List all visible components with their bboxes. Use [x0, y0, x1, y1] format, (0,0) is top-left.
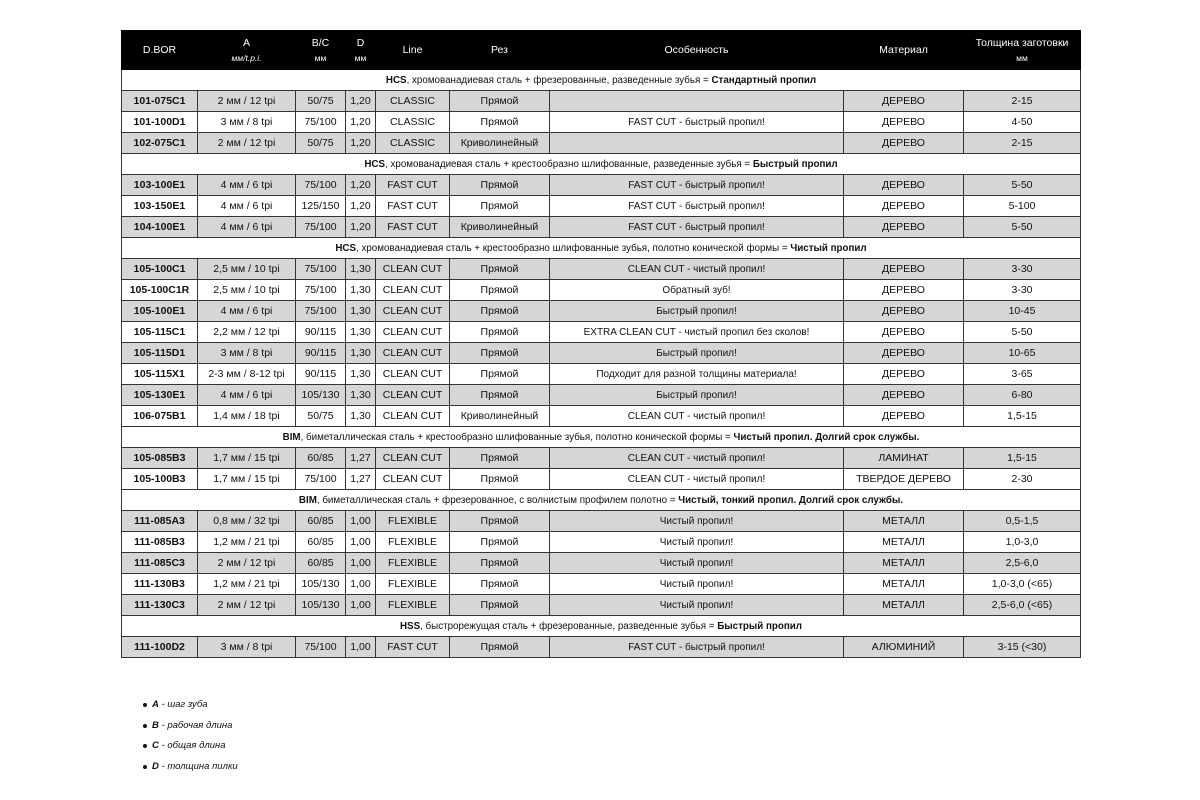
section-result: Чистый, тонкий пропил. Долгий срок службы. — [678, 494, 904, 506]
cell-code: 103-100E1 — [122, 175, 198, 196]
cell-pitch: 2 мм / 12 tpi — [198, 91, 296, 112]
cell-code: 102-075C1 — [122, 133, 198, 154]
cell-workpiece: 0,5-1,5 — [964, 511, 1081, 532]
cell-pitch: 2-3 мм / 8-12 tpi — [198, 364, 296, 385]
table-row — [122, 280, 1081, 301]
cell-material: АЛЮМИНИЙ — [844, 637, 964, 658]
cell-thickness: 1,30 — [346, 301, 376, 322]
cell-thickness: 1,00 — [346, 532, 376, 553]
section-title — [122, 616, 1081, 637]
cell-line: CLEAN CUT — [376, 385, 450, 406]
cell-thickness: 1,30 — [346, 259, 376, 280]
cell-cut: Прямой — [450, 553, 550, 574]
cell-code: 105-100C1R — [122, 280, 198, 301]
section-title — [122, 490, 1081, 511]
cell-line: FLEXIBLE — [376, 595, 450, 616]
cell-feature: Обратный зуб! — [550, 280, 844, 301]
cell-feature: Чистый пропил! — [550, 553, 844, 574]
section-result: Быстрый пропил — [717, 620, 803, 632]
cell-line: FAST CUT — [376, 637, 450, 658]
cell-pitch: 1,7 мм / 15 tpi — [198, 448, 296, 469]
cell-code: 111-085C3 — [122, 553, 198, 574]
table-row — [122, 406, 1081, 427]
cell-length: 60/85 — [296, 532, 346, 553]
cell-material: ДЕРЕВО — [844, 364, 964, 385]
section-header-row — [122, 616, 1081, 637]
cell-pitch: 2 мм / 12 tpi — [198, 133, 296, 154]
cell-workpiece: 3-65 — [964, 364, 1081, 385]
cell-pitch: 4 мм / 6 tpi — [198, 196, 296, 217]
cell-pitch: 4 мм / 6 tpi — [198, 301, 296, 322]
cell-pitch: 4 мм / 6 tpi — [198, 175, 296, 196]
table-row — [122, 574, 1081, 595]
cell-code: 101-075C1 — [122, 91, 198, 112]
cell-code: 111-100D2 — [122, 637, 198, 658]
section-header-row — [122, 154, 1081, 175]
cell-cut: Прямой — [450, 448, 550, 469]
cell-thickness: 1,00 — [346, 511, 376, 532]
cell-line: CLEAN CUT — [376, 406, 450, 427]
section-title — [122, 427, 1081, 448]
cell-material: МЕТАЛЛ — [844, 553, 964, 574]
bullet-icon — [143, 724, 147, 728]
cell-feature — [550, 133, 844, 154]
cell-length: 105/130 — [296, 574, 346, 595]
cell-code: 111-085B3 — [122, 532, 198, 553]
section-header-row — [122, 70, 1081, 91]
section-result: Чистый пропил. Долгий срок службы. — [733, 431, 920, 443]
cell-workpiece: 3-30 — [964, 259, 1081, 280]
cell-cut: Прямой — [450, 637, 550, 658]
cell-code: 105-100C1 — [122, 259, 198, 280]
cell-material: ДЕРЕВО — [844, 259, 964, 280]
section-steel-type: HSS — [399, 620, 421, 632]
cell-length: 50/75 — [296, 133, 346, 154]
cell-material: МЕТАЛЛ — [844, 574, 964, 595]
cell-feature: FAST CUT - быстрый пропил! — [550, 175, 844, 196]
cell-workpiece: 1,0-3,0 (<65) — [964, 574, 1081, 595]
table-row — [122, 343, 1081, 364]
section-result: Быстрый пропил — [752, 158, 838, 170]
cell-thickness: 1,30 — [346, 322, 376, 343]
table-row — [122, 364, 1081, 385]
cell-cut: Прямой — [450, 511, 550, 532]
cell-code: 105-115C1 — [122, 322, 198, 343]
cell-cut: Криволинейный — [450, 133, 550, 154]
cell-material: МЕТАЛЛ — [844, 595, 964, 616]
header-feature: Особенность — [550, 31, 844, 70]
cell-line: CLEAN CUT — [376, 448, 450, 469]
cell-workpiece: 2-15 — [964, 133, 1081, 154]
cell-pitch: 1,4 мм / 18 tpi — [198, 406, 296, 427]
cell-pitch: 1,7 мм / 15 tpi — [198, 469, 296, 490]
cell-thickness: 1,20 — [346, 217, 376, 238]
cell-cut: Прямой — [450, 574, 550, 595]
section-title — [122, 238, 1081, 259]
cell-length: 90/115 — [296, 343, 346, 364]
cell-line: CLEAN CUT — [376, 301, 450, 322]
cell-workpiece: 3-30 — [964, 280, 1081, 301]
cell-code: 105-130E1 — [122, 385, 198, 406]
section-title — [122, 154, 1081, 175]
cell-thickness: 1,20 — [346, 133, 376, 154]
table-row — [122, 511, 1081, 532]
section-title — [122, 70, 1081, 91]
cell-thickness: 1,30 — [346, 385, 376, 406]
section-header-row — [122, 238, 1081, 259]
cell-line: CLEAN CUT — [376, 322, 450, 343]
cell-material: ДЕРЕВО — [844, 301, 964, 322]
table-row — [122, 175, 1081, 196]
cell-line: CLEAN CUT — [376, 469, 450, 490]
cell-workpiece: 10-65 — [964, 343, 1081, 364]
cell-thickness: 1,20 — [346, 91, 376, 112]
cell-thickness: 1,00 — [346, 595, 376, 616]
cell-pitch: 1,2 мм / 21 tpi — [198, 574, 296, 595]
legend-item: C - общая длина — [143, 739, 238, 760]
cell-cut: Прямой — [450, 112, 550, 133]
cell-feature: Чистый пропил! — [550, 574, 844, 595]
cell-feature: CLEAN CUT - чистый пропил! — [550, 448, 844, 469]
legend-item: A - шаг зуба — [143, 698, 238, 719]
cell-workpiece: 5-50 — [964, 217, 1081, 238]
cell-material: ДЕРЕВО — [844, 406, 964, 427]
cell-workpiece: 2-15 — [964, 91, 1081, 112]
cell-feature: CLEAN CUT - чистый пропил! — [550, 259, 844, 280]
cell-code: 103-150E1 — [122, 196, 198, 217]
cell-length: 105/130 — [296, 595, 346, 616]
bullet-icon — [143, 744, 147, 748]
table-row — [122, 532, 1081, 553]
cell-line: FAST CUT — [376, 217, 450, 238]
cell-line: CLEAN CUT — [376, 259, 450, 280]
section-steel-type: HCS — [335, 242, 356, 254]
cell-material: ДЕРЕВО — [844, 217, 964, 238]
cell-pitch: 4 мм / 6 tpi — [198, 217, 296, 238]
table-row — [122, 595, 1081, 616]
cell-feature: Чистый пропил! — [550, 532, 844, 553]
cell-length: 50/75 — [296, 406, 346, 427]
cell-code: 111-130C3 — [122, 595, 198, 616]
section-description: , биметаллическая сталь + крестообразно шлифованные зубья, полотно конической формы = — [300, 431, 734, 443]
legend-item: D - толщина пилки — [143, 760, 238, 781]
cell-length: 75/100 — [296, 259, 346, 280]
cell-line: FAST CUT — [376, 196, 450, 217]
header-line: Line — [376, 31, 450, 70]
cell-length: 75/100 — [296, 112, 346, 133]
cell-cut: Прямой — [450, 364, 550, 385]
cell-length: 90/115 — [296, 364, 346, 385]
bullet-icon — [143, 703, 147, 707]
cell-pitch: 3 мм / 8 tpi — [198, 343, 296, 364]
cell-workpiece: 5-50 — [964, 175, 1081, 196]
section-header-row — [122, 427, 1081, 448]
bullet-icon — [143, 765, 147, 769]
cell-length: 75/100 — [296, 280, 346, 301]
cell-cut: Прямой — [450, 343, 550, 364]
cell-line: FAST CUT — [376, 175, 450, 196]
cell-feature: FAST CUT - быстрый пропил! — [550, 196, 844, 217]
cell-material: ДЕРЕВО — [844, 196, 964, 217]
cell-cut: Прямой — [450, 595, 550, 616]
section-steel-type: HCS — [385, 74, 407, 86]
cell-length: 60/85 — [296, 448, 346, 469]
table-header-row — [122, 31, 1081, 70]
cell-cut: Прямой — [450, 280, 550, 301]
cell-pitch: 1,2 мм / 21 tpi — [198, 532, 296, 553]
section-description: , хромованадиевая сталь + фрезерованные, разведенные зубья = — [406, 74, 712, 86]
cell-material: ДЕРЕВО — [844, 133, 964, 154]
cell-material: ДЕРЕВО — [844, 322, 964, 343]
cell-thickness: 1,27 — [346, 469, 376, 490]
cell-material: ДЕРЕВО — [844, 385, 964, 406]
section-description: , хромованадиевая сталь + крестообразно шлифованные, разведенные зубья = — [385, 158, 753, 170]
table-row — [122, 133, 1081, 154]
cell-material: МЕТАЛЛ — [844, 532, 964, 553]
header-d: D мм — [346, 31, 376, 70]
cell-pitch: 3 мм / 8 tpi — [198, 637, 296, 658]
section-steel-type: BIM — [298, 494, 317, 506]
cell-thickness: 1,30 — [346, 364, 376, 385]
cell-code: 105-085B3 — [122, 448, 198, 469]
cell-workpiece: 4-50 — [964, 112, 1081, 133]
header-bc: B/C мм — [296, 31, 346, 70]
header-cut: Рез — [450, 31, 550, 70]
cell-line: FLEXIBLE — [376, 553, 450, 574]
cell-material: ДЕРЕВО — [844, 112, 964, 133]
cell-line: CLEAN CUT — [376, 343, 450, 364]
cell-thickness: 1,30 — [346, 406, 376, 427]
cell-feature: FAST CUT - быстрый пропил! — [550, 112, 844, 133]
cell-length: 75/100 — [296, 175, 346, 196]
cell-thickness: 1,00 — [346, 574, 376, 595]
cell-length: 75/100 — [296, 637, 346, 658]
cell-thickness: 1,20 — [346, 196, 376, 217]
cell-cut: Прямой — [450, 532, 550, 553]
legend-list — [143, 698, 238, 780]
legend-item: B - рабочая длина — [143, 719, 238, 740]
jigsaw-blade-spec-table — [121, 30, 1081, 658]
cell-code: 111-130B3 — [122, 574, 198, 595]
cell-feature: CLEAN CUT - чистый пропил! — [550, 406, 844, 427]
cell-cut: Прямой — [450, 322, 550, 343]
cell-length: 75/100 — [296, 301, 346, 322]
header-thickness: Толщина заготовки мм — [964, 31, 1081, 70]
cell-cut: Прямой — [450, 469, 550, 490]
table-row — [122, 448, 1081, 469]
section-result: Чистый пропил — [790, 242, 867, 254]
cell-code: 105-115X1 — [122, 364, 198, 385]
section-description: , биметаллическая сталь + фрезерованное, с волнистым профилем полотно = — [316, 494, 679, 506]
cell-pitch: 2,2 мм / 12 tpi — [198, 322, 296, 343]
table-row — [122, 385, 1081, 406]
cell-line: CLASSIC — [376, 133, 450, 154]
cell-material: МЕТАЛЛ — [844, 511, 964, 532]
cell-workpiece: 2-30 — [964, 469, 1081, 490]
table-row — [122, 469, 1081, 490]
cell-cut: Прямой — [450, 196, 550, 217]
cell-workpiece: 5-50 — [964, 322, 1081, 343]
cell-workpiece: 10-45 — [964, 301, 1081, 322]
table-row — [122, 637, 1081, 658]
table-body — [122, 70, 1081, 658]
cell-material: ТВЕРДОЕ ДЕРЕВО — [844, 469, 964, 490]
cell-line: FLEXIBLE — [376, 574, 450, 595]
cell-workpiece: 3-15 (<30) — [964, 637, 1081, 658]
cell-workpiece: 6-80 — [964, 385, 1081, 406]
cell-workpiece: 1,5-15 — [964, 406, 1081, 427]
cell-feature: EXTRA CLEAN CUT - чистый пропил без сколов! — [550, 322, 844, 343]
cell-thickness: 1,20 — [346, 175, 376, 196]
cell-feature: Чистый пропил! — [550, 511, 844, 532]
cell-line: FLEXIBLE — [376, 511, 450, 532]
table-row — [122, 217, 1081, 238]
header-a: A мм/t.p.i. — [198, 31, 296, 70]
cell-pitch: 3 мм / 8 tpi — [198, 112, 296, 133]
table-row — [122, 259, 1081, 280]
section-result: Стандартный пропил — [711, 74, 817, 86]
cell-pitch: 2,5 мм / 10 tpi — [198, 280, 296, 301]
cell-code: 105-100B3 — [122, 469, 198, 490]
cell-pitch: 2,5 мм / 10 tpi — [198, 259, 296, 280]
cell-cut: Прямой — [450, 259, 550, 280]
header-dbor: D.BOR — [122, 31, 198, 70]
cell-workpiece: 1,0-3,0 — [964, 532, 1081, 553]
table-row — [122, 301, 1081, 322]
section-steel-type: HCS — [364, 158, 386, 170]
cell-length: 60/85 — [296, 511, 346, 532]
cell-pitch: 2 мм / 12 tpi — [198, 595, 296, 616]
cell-pitch: 0,8 мм / 32 tpi — [198, 511, 296, 532]
table-row — [122, 322, 1081, 343]
table-row — [122, 91, 1081, 112]
cell-line: CLEAN CUT — [376, 364, 450, 385]
cell-line: CLEAN CUT — [376, 280, 450, 301]
cell-thickness: 1,30 — [346, 343, 376, 364]
cell-code: 104-100E1 — [122, 217, 198, 238]
cell-workpiece: 5-100 — [964, 196, 1081, 217]
cell-cut: Прямой — [450, 385, 550, 406]
cell-feature — [550, 91, 844, 112]
header-material: Материал — [844, 31, 964, 70]
cell-line: FLEXIBLE — [376, 532, 450, 553]
cell-length: 50/75 — [296, 91, 346, 112]
cell-cut: Криволинейный — [450, 217, 550, 238]
table-row — [122, 553, 1081, 574]
cell-thickness: 1,20 — [346, 112, 376, 133]
cell-feature: Быстрый пропил! — [550, 385, 844, 406]
cell-cut: Прямой — [450, 175, 550, 196]
cell-length: 60/85 — [296, 553, 346, 574]
cell-material: ДЕРЕВО — [844, 280, 964, 301]
cell-pitch: 4 мм / 6 tpi — [198, 385, 296, 406]
cell-feature: Быстрый пропил! — [550, 301, 844, 322]
cell-material: ДЕРЕВО — [844, 175, 964, 196]
cell-material: ДЕРЕВО — [844, 91, 964, 112]
cell-feature: CLEAN CUT - чистый пропил! — [550, 469, 844, 490]
cell-length: 105/130 — [296, 385, 346, 406]
cell-cut: Прямой — [450, 91, 550, 112]
cell-cut: Прямой — [450, 301, 550, 322]
cell-length: 75/100 — [296, 217, 346, 238]
cell-code: 105-100E1 — [122, 301, 198, 322]
section-header-row — [122, 490, 1081, 511]
table-row — [122, 196, 1081, 217]
cell-length: 90/115 — [296, 322, 346, 343]
cell-feature: Чистый пропил! — [550, 595, 844, 616]
cell-feature: Подходит для разной толщины материала! — [550, 364, 844, 385]
cell-code: 106-075B1 — [122, 406, 198, 427]
cell-code: 111-085A3 — [122, 511, 198, 532]
cell-pitch: 2 мм / 12 tpi — [198, 553, 296, 574]
cell-thickness: 1,00 — [346, 553, 376, 574]
cell-material: ДЕРЕВО — [844, 343, 964, 364]
cell-code: 101-100D1 — [122, 112, 198, 133]
section-steel-type: BIM — [282, 431, 301, 443]
section-description: , быстрорежущая сталь + фрезерованные, разведенные зубья = — [420, 620, 718, 632]
cell-workpiece: 1,5-15 — [964, 448, 1081, 469]
cell-line: CLASSIC — [376, 112, 450, 133]
cell-cut: Криволинейный — [450, 406, 550, 427]
section-description: , хромованадиевая сталь + крестообразно шлифованные зубья, полотно конической формы = — [356, 242, 791, 254]
cell-thickness: 1,30 — [346, 280, 376, 301]
cell-length: 75/100 — [296, 469, 346, 490]
cell-material: ЛАМИНАТ — [844, 448, 964, 469]
cell-workpiece: 2,5-6,0 (<65) — [964, 595, 1081, 616]
cell-thickness: 1,27 — [346, 448, 376, 469]
cell-workpiece: 2,5-6,0 — [964, 553, 1081, 574]
cell-feature: FAST CUT - быстрый пропил! — [550, 217, 844, 238]
cell-length: 125/150 — [296, 196, 346, 217]
cell-feature: Быстрый пропил! — [550, 343, 844, 364]
cell-feature: FAST CUT - быстрый пропил! — [550, 637, 844, 658]
table-row — [122, 112, 1081, 133]
cell-code: 105-115D1 — [122, 343, 198, 364]
cell-line: CLASSIC — [376, 91, 450, 112]
cell-thickness: 1,00 — [346, 637, 376, 658]
